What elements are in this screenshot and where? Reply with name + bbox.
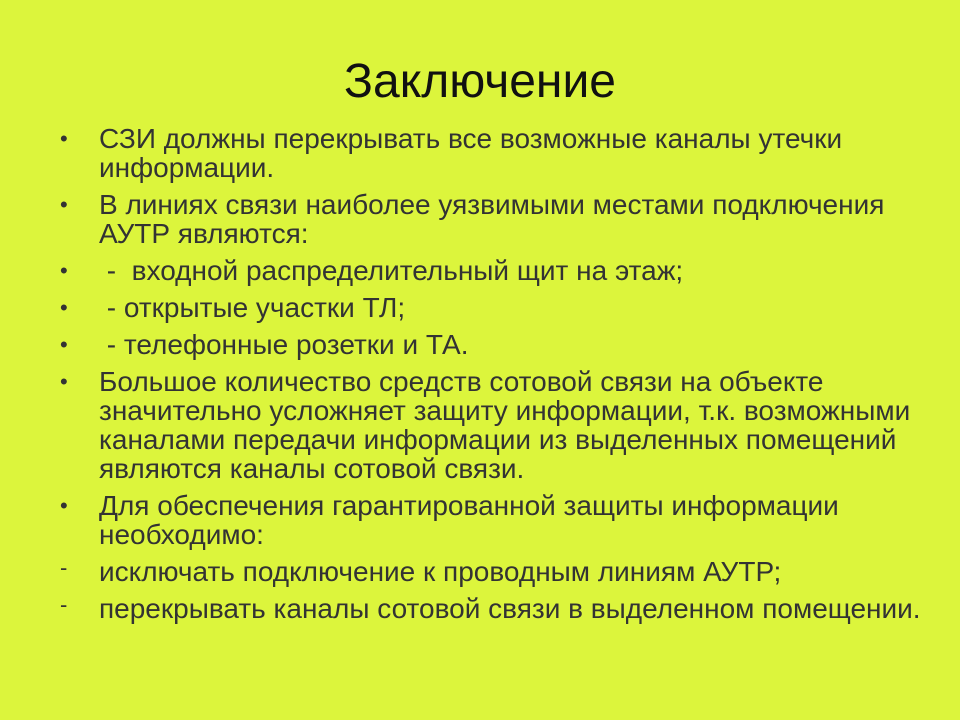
list-item: [60, 293, 940, 322]
bullet-icon: •: [60, 192, 68, 217]
list-item-text: В линиях связи наиболее уязвимыми местами подключения АУТР являются:: [99, 189, 885, 249]
dash-icon: -: [60, 592, 68, 617]
bullet-icon: •: [60, 126, 68, 151]
list-item-text: - открытые участки ТЛ;: [99, 292, 406, 323]
bullet-icon: •: [60, 332, 68, 357]
dash-icon: -: [60, 555, 68, 580]
slide-title: Заключение: [344, 55, 616, 108]
list-item: [60, 190, 940, 248]
list-item-text: Для обеспечения гарантированной защиты информации необходимо:: [99, 490, 839, 550]
list-item-text: Большое количество средств сотовой связи на объекте значительно усложняет защиту информации, т.к. возможными каналами передачи информации из выделенных помещений являются каналы сотовой связи.: [99, 366, 911, 484]
list-item: [60, 491, 940, 549]
bullet-icon: •: [60, 369, 68, 394]
bullet-icon: •: [60, 493, 68, 518]
list-item-text: - входной распределительный щит на этаж;: [99, 255, 684, 286]
list-item: [60, 367, 940, 483]
list-item: [60, 124, 940, 182]
bullet-icon: •: [60, 295, 68, 320]
list-item-text: СЗИ должны перекрывать все возможные каналы утечки информации.: [99, 123, 843, 183]
list-item-text: - телефонные розетки и ТА.: [99, 329, 469, 360]
list-item-text: исключать подключение к проводным линиям АУТР;: [99, 556, 782, 587]
list-item-text: перекрывать каналы сотовой связи в выделенном помещении.: [99, 593, 921, 624]
list-item: [60, 557, 940, 586]
bullet-list: [60, 124, 940, 631]
list-item: [60, 330, 940, 359]
list-item: [60, 256, 940, 285]
list-item: [60, 594, 940, 623]
bullet-icon: •: [60, 258, 68, 283]
